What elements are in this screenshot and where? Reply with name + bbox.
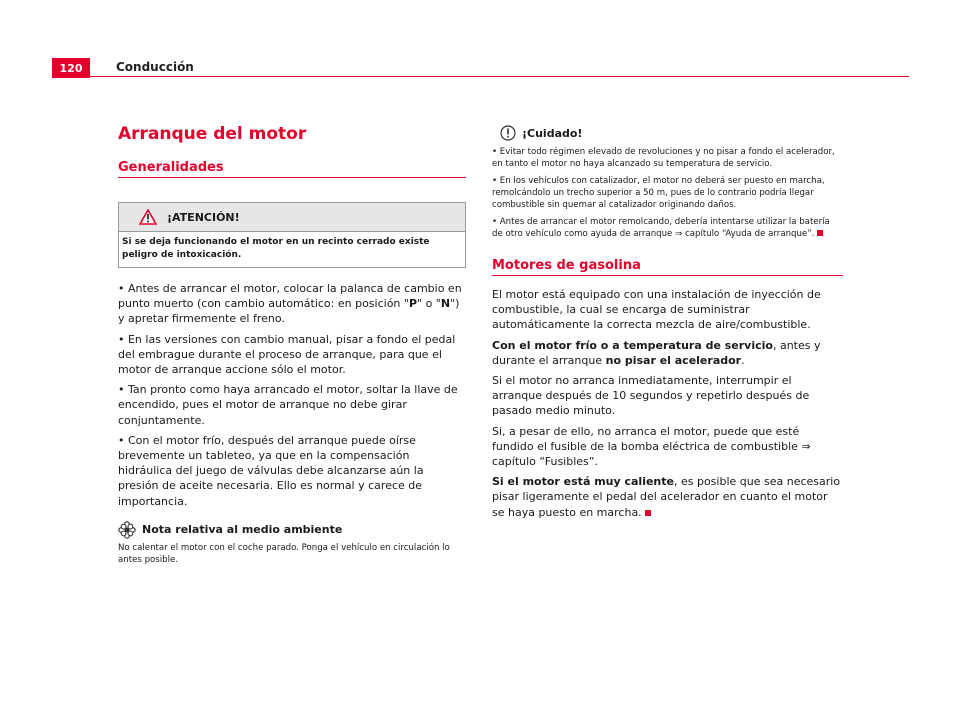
warning-header [119, 203, 465, 232]
environment-note-header [118, 521, 466, 539]
paragraph: Si, a pesar de ello, no arranca el motor, puede que esté fundido el fusible de la bomba eléctrica de combustible ⇒ capítulo “Fusibles”. [492, 424, 811, 469]
chapter-title: Conducción [116, 60, 194, 74]
caution-item [492, 216, 843, 240]
text-span: , antes y durante el arranque [492, 338, 821, 367]
paragraph [492, 338, 843, 368]
warning-box [118, 202, 466, 268]
right-column [492, 125, 843, 525]
end-of-section-mark [817, 230, 823, 236]
left-body [118, 281, 466, 509]
end-of-section-mark [645, 510, 651, 516]
text-span: . [741, 353, 745, 367]
paragraph [118, 281, 466, 327]
header-rule [52, 76, 909, 77]
environment-note-title: Nota relativa al medio ambiente [142, 523, 343, 537]
text-span: • Antes de arrancar el motor, colocar la palanca de cambio en punto muerto (con cambio automático: en posición " [118, 282, 462, 311]
text-span: , es posible que sea necesario pisar ligeramente el pedal del acelerador en cuanto el motor se haya puesto en marcha. [492, 475, 841, 519]
caution-item: • Evitar todo régimen elevado de revoluciones y no pisar a fondo el acelerador, en tanto el motor no haya alcanzado su temperatura de servicio. [492, 147, 835, 169]
flower-icon [118, 521, 136, 539]
caution-item: • En los vehículos con catalizador, el motor no deberá ser puesto en marcha, remolcándolo un trecho superior a 50 m, pues de lo contrario podría llegar combustible sin quemar al catalizador originando daños. [492, 176, 825, 210]
text-span: " o " [417, 297, 441, 311]
warning-triangle-icon [139, 209, 157, 225]
paragraph [492, 474, 843, 520]
text-span: ") y apretar firmemente el freno. [118, 297, 460, 326]
caution-title: ¡Cuidado! [522, 126, 583, 140]
warning-text: Si se deja funcionando el motor en un recinto cerrado existe peligro de intoxicación. [122, 237, 430, 260]
bold-text: Si el motor está muy caliente [492, 475, 674, 489]
position-p: P [408, 297, 418, 311]
environment-note-text: No calentar el motor con el coche parado. Ponga el vehículo en circulación lo antes posible. [118, 542, 450, 565]
section-title-generalidades: Generalidades [118, 160, 466, 178]
position-n: N [440, 297, 451, 311]
caution-header [500, 125, 843, 141]
paragraph: El motor está equipado con una instalación de inyección de combustible, la cual se encarga de suministrar automáticamente la correcta mezcla de aire/combustible. [492, 288, 821, 332]
page-title: Arranque del motor [118, 124, 307, 144]
paragraph: • Tan pronto como haya arrancado el motor, soltar la llave de encendido, pues el motor de arranque no debe girar conjuntamente. [118, 383, 458, 427]
paragraph: • Con el motor frío, después del arranque puede oírse brevemente un tableteo, ya que en la compensación hidráulica del juego de válvulas debe alcanzarse aún la presión de aceite necesaria. Ello es normal y carece de importancia. [118, 433, 424, 508]
paragraph: Si el motor no arranca inmediatamente, interrumpir el arranque después de 10 segundos y repetirlo después de pasado medio minuto. [492, 374, 810, 418]
left-column [118, 120, 466, 566]
exclamation-circle-icon [500, 125, 516, 141]
paragraph: • En las versiones con cambio manual, pisar a fondo el pedal del embrague durante el proceso de arranque, para que el motor de arranque accione sólo el motor. [118, 332, 456, 377]
text-span: • Antes de arrancar el motor remolcando, debería intentarse utilizar la batería de otro vehículo como ayuda de arranque ⇒ capítulo “Ayuda de arranque”. [492, 217, 830, 239]
section-title-motores: Motores de gasolina [492, 258, 843, 276]
bold-text: Con el motor frío o a temperatura de servicio [492, 338, 773, 352]
caution-text [492, 146, 843, 240]
warning-title: ¡ATENCIÓN! [167, 210, 240, 224]
bold-text: no pisar el acelerador [605, 353, 742, 367]
page-number: 120 [52, 58, 90, 78]
right-body [492, 287, 843, 520]
